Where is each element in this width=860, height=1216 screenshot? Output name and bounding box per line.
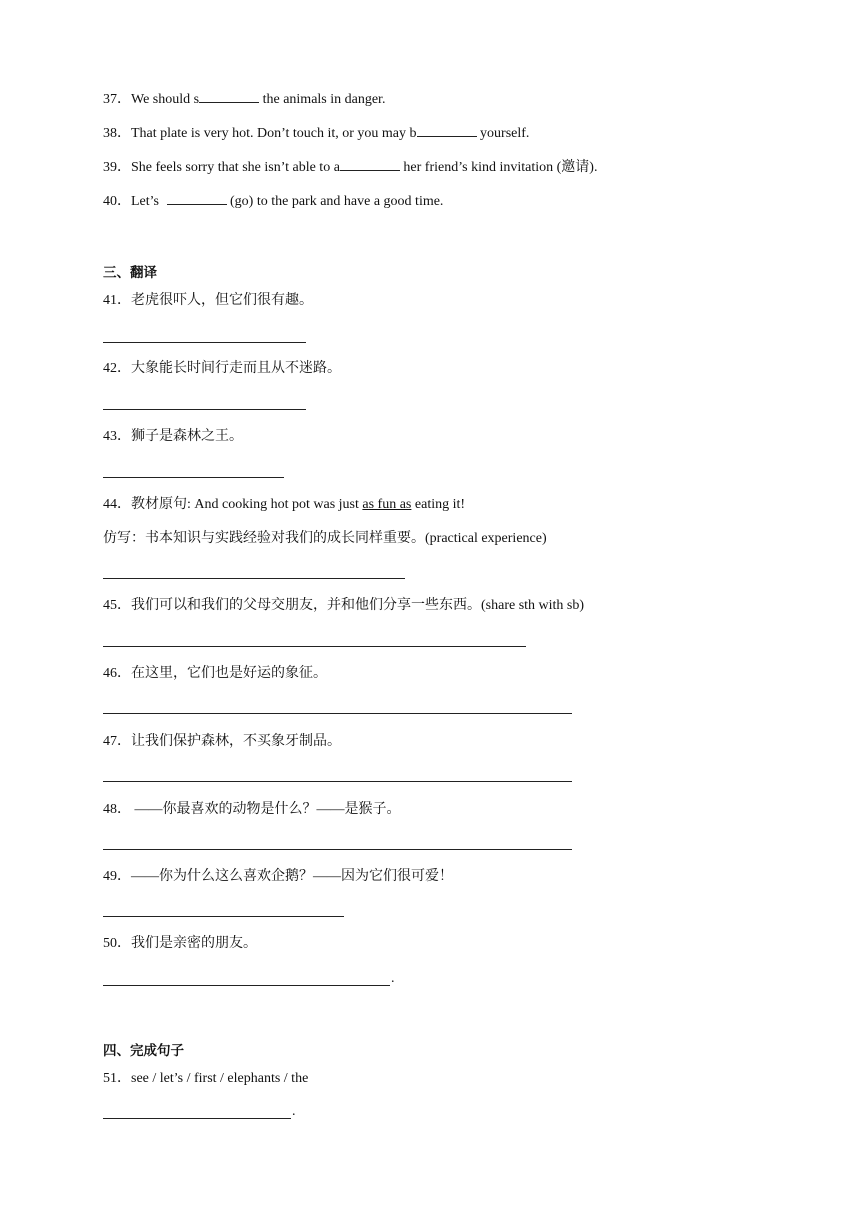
question-38	[103, 124, 529, 143]
question-text: 在这里，它们也是好运的象征。	[131, 666, 327, 681]
question-46	[103, 665, 327, 683]
answer-line[interactable]	[103, 646, 526, 647]
answer-line[interactable]	[103, 477, 284, 478]
answer-line[interactable]	[103, 1118, 291, 1119]
question-number: 40．	[103, 194, 131, 209]
answer-line[interactable]	[103, 916, 344, 917]
answer-line[interactable]	[103, 985, 390, 986]
question-number: 38．	[103, 126, 131, 141]
question-37	[103, 90, 385, 109]
question-text: ——你为什么这么喜欢企鹅？——因为它们很可爱！	[131, 869, 453, 884]
question-49	[103, 868, 453, 886]
underlined-phrase: as fun as	[362, 497, 412, 512]
question-50	[103, 935, 257, 953]
answer-blank[interactable]	[340, 158, 400, 171]
question-text-post: (go) to the park and have a good time.	[226, 194, 444, 209]
answer-line[interactable]	[103, 713, 572, 714]
question-44	[103, 496, 465, 514]
answer-blank[interactable]	[167, 192, 227, 205]
question-48	[103, 801, 401, 819]
question-number: 47．	[103, 734, 131, 749]
question-text-post: her friend’s kind invitation (邀请).	[399, 160, 598, 175]
question-text-post: eating it!	[411, 497, 466, 512]
question-number: 48．	[103, 802, 131, 817]
question-number: 45．	[103, 598, 131, 613]
question-text-pre: We should s	[131, 92, 200, 107]
question-text: see / let’s / first / elephants / the	[131, 1071, 309, 1086]
question-51	[103, 1070, 308, 1088]
question-number: 39．	[103, 160, 131, 175]
question-text-pre: That plate is very hot. Don’t touch it, or you may b	[131, 126, 417, 141]
answer-blank[interactable]	[417, 124, 477, 137]
question-text: ——你最喜欢的动物是什么？——是猴子。	[131, 802, 401, 817]
question-number: 37．	[103, 92, 131, 107]
question-40	[103, 192, 443, 211]
answer-line[interactable]	[103, 849, 572, 850]
question-text: 老虎很吓人，但它们很有趣。	[131, 293, 313, 308]
question-number: 42．	[103, 361, 131, 376]
question-number: 46．	[103, 666, 131, 681]
answer-line[interactable]	[103, 342, 306, 343]
question-number: 50．	[103, 936, 131, 951]
section-heading-complete-sentences: 四、完成句子	[103, 1043, 184, 1059]
question-number: 44．	[103, 497, 131, 512]
question-42	[103, 360, 341, 378]
question-text-post: the animals in danger.	[259, 92, 386, 107]
sentence-end-period: .	[292, 1104, 296, 1119]
question-text-post: yourself.	[476, 126, 530, 141]
question-43	[103, 428, 243, 446]
sentence-end-period: .	[391, 971, 395, 986]
answer-blank[interactable]	[199, 90, 259, 103]
question-44-imitate: 仿写：书本知识与实践经验对我们的成长同样重要。(practical experience)	[103, 531, 547, 546]
question-text: 狮子是森林之王。	[131, 429, 243, 444]
answer-line[interactable]	[103, 781, 572, 782]
question-number: 43．	[103, 429, 131, 444]
question-text: 让我们保护森林，不买象牙制品。	[131, 734, 341, 749]
question-text: 我们是亲密的朋友。	[131, 936, 257, 951]
question-number: 49．	[103, 869, 131, 884]
question-45	[103, 597, 584, 615]
question-41	[103, 292, 313, 310]
question-text: 我们可以和我们的父母交朋友，并和他们分享一些东西。(share sth with sb)	[131, 598, 585, 613]
question-text-pre: 教材原句: And cooking hot pot was just	[131, 497, 363, 512]
answer-line[interactable]	[103, 578, 405, 579]
answer-line[interactable]	[103, 409, 306, 410]
question-number: 51．	[103, 1071, 131, 1086]
question-text-pre: Let’s	[131, 194, 163, 209]
question-number: 41．	[103, 293, 131, 308]
question-39	[103, 158, 597, 177]
section-heading-translation: 三、翻译	[103, 265, 157, 281]
question-47	[103, 733, 341, 751]
question-text: 大象能长时间行走而且从不迷路。	[131, 361, 341, 376]
question-text-pre: She feels sorry that she isn’t able to a	[131, 160, 340, 175]
